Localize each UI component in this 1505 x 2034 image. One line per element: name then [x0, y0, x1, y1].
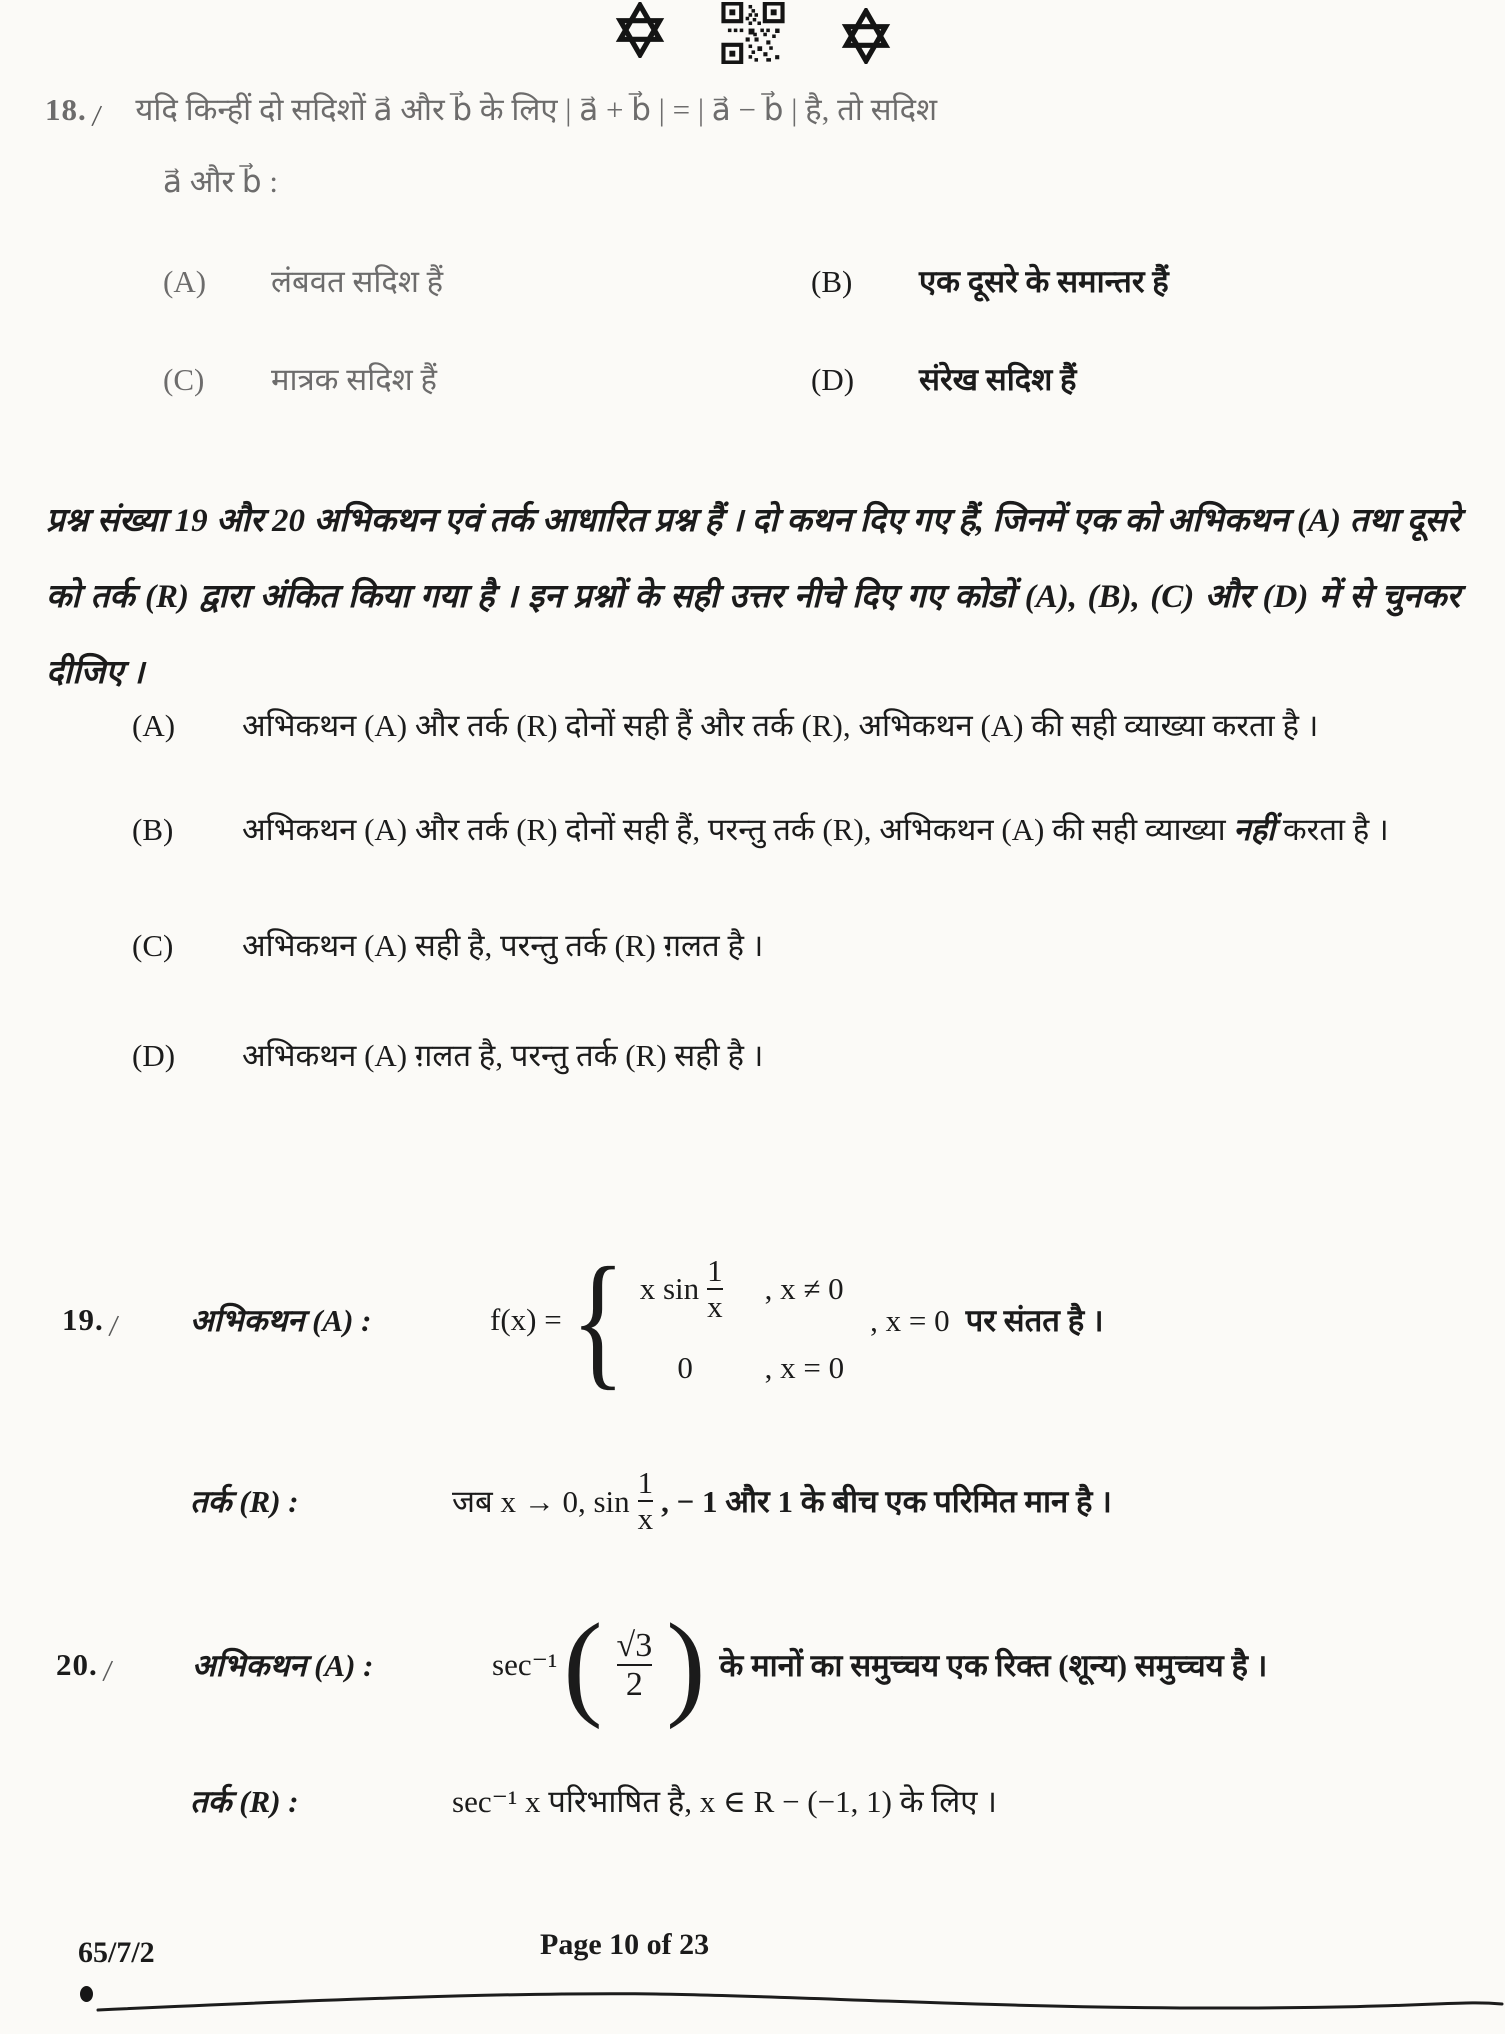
option-c	[163, 358, 811, 400]
question-20-reason	[190, 1780, 1450, 1822]
code-b-text: अभिकथन (A) और तर्क (R) दोनों सही हैं, परन्तु तर्क (R), अभिकथन (A) की सही व्याख्या नहीं करता है ।	[242, 812, 1389, 847]
case-1-expression: x sin $\frac{1}{x}$	[639, 1252, 723, 1324]
case-2-condition: , x = 0	[764, 1350, 845, 1386]
question-20-assertion	[56, 1599, 1476, 1730]
close-paren: )	[666, 1599, 706, 1730]
code-b-label: (B)	[132, 812, 174, 847]
case-2-value: 0	[677, 1350, 693, 1386]
sec-inverse-expression	[492, 1599, 706, 1730]
paper-code: 65/7/2	[78, 1936, 155, 1969]
option-a-label: (A)	[163, 264, 207, 300]
question-19-number: 19. /	[62, 1302, 120, 1344]
option-a-text: लंबवत सदिश हैं	[271, 264, 444, 300]
continuity-statement: , x = 0 पर संतत है ।	[870, 1303, 1104, 1338]
piecewise-cases	[640, 1254, 844, 1386]
option-c-label: (C)	[163, 362, 205, 398]
code-a	[132, 694, 1448, 758]
option-d-text: संरेख सदिश हैं	[919, 362, 1077, 398]
qr-code	[721, 2, 785, 64]
pencil-tick-mark: /	[107, 1307, 120, 1344]
question-20-number: 20. /	[56, 1647, 114, 1689]
code-c	[132, 914, 1448, 978]
star-of-david-icon	[841, 8, 891, 64]
fraction-1-over-x: $\frac{1}{x}$	[707, 1252, 723, 1324]
star-of-david-icon	[615, 2, 665, 58]
answer-codes	[132, 694, 1448, 1128]
fraction-1-over-x: $\frac{1}{x}$	[637, 1465, 654, 1537]
question-18	[45, 86, 1467, 400]
scan-artifact-dot	[80, 1986, 93, 2002]
header-symbols	[0, 2, 1505, 64]
code-b-emphasis: नहीं	[1233, 812, 1276, 847]
code-a-text: अभिकथन (A) और तर्क (R) दोनों सही हैं और तर्क (R), अभिकथन (A) की सही व्याख्या करता है ।	[242, 708, 1319, 743]
fx-equals: f(x) =	[490, 1302, 562, 1337]
question-18-options	[45, 260, 1467, 400]
assertion-reason-instructions: प्रश्न संख्या 19 और 20 अभिकथन एवं तर्क आधारित प्रश्न हैं । दो कथन दिए गए हैं, जिनमें एक को अभिकथन (A) तथा दूसरे को तर्क (R) द्वारा अंकित किया गया है । इन प्रश्नों के सही उत्तर नीचे दिए गए कोडों (A), (B), (C) और (D) में से चुनकर दीजिए ।	[46, 503, 1460, 691]
fraction-root3-over-2: $\frac{√3}{2}$	[616, 1626, 653, 1703]
case-1-condition: , x ≠ 0	[764, 1271, 844, 1306]
assertion-label: अभिकथन (A) :	[192, 1648, 374, 1683]
reason-label: तर्क (R) :	[190, 1784, 299, 1819]
page-number: Page 10 of 23	[540, 1928, 710, 1961]
code-d-label: (D)	[132, 1038, 176, 1073]
question-18-text-line1: यदि किन्हीं दो सदिशों a⃗ और b⃗ के लिए | a⃗ + b⃗ | = | a⃗ − b⃗ | है, तो सदिश	[135, 92, 938, 127]
option-d-label: (D)	[811, 362, 855, 398]
code-d-text: अभिकथन (A) ग़लत है, परन्तु तर्क (R) सही है ।	[242, 1038, 764, 1073]
code-b	[132, 798, 1448, 862]
question-19-assertion	[62, 1237, 1472, 1403]
pencil-tick-mark: /	[101, 1652, 114, 1689]
reason-label: तर्क (R) :	[190, 1484, 299, 1520]
scan-artifact-line	[96, 1986, 1504, 2016]
reason-text: जब x → 0, sin $\frac{1}{x}$ , − 1 और 1 के बीच एक परिमित मान है ।	[452, 1465, 1112, 1537]
option-b-text: एक दूसरे के समान्तर हैं	[919, 264, 1169, 300]
option-b	[811, 260, 1467, 302]
code-a-label: (A)	[132, 708, 176, 743]
assertion-label: अभिकथन (A) :	[190, 1303, 372, 1338]
question-18-number	[45, 86, 101, 134]
pencil-tick-mark: /	[90, 97, 103, 134]
code-d	[132, 1024, 1448, 1088]
option-a	[163, 260, 811, 302]
assertion-20-text: के मानों का समुच्चय एक रिक्त (शून्य) समुच्चय है ।	[719, 1648, 1268, 1683]
option-d	[811, 358, 1467, 400]
open-paren: (	[563, 1599, 603, 1730]
question-18-text-line2: a⃗ और b⃗ :	[163, 164, 278, 200]
option-c-text: मात्रक सदिश हैं	[271, 362, 437, 398]
option-b-label: (B)	[811, 264, 853, 300]
code-c-label: (C)	[132, 928, 174, 963]
cases-brace: {	[570, 1237, 625, 1403]
question-19-reason	[190, 1466, 1450, 1536]
sec-inverse: sec⁻¹	[492, 1647, 558, 1682]
question-number: 18.	[45, 92, 87, 127]
code-c-text: अभिकथन (A) सही है, परन्तु तर्क (R) ग़लत है ।	[242, 928, 764, 963]
reason-text: sec⁻¹ x परिभाषित है, x ∈ R − (−1, 1) के लिए ।	[452, 1784, 997, 1819]
